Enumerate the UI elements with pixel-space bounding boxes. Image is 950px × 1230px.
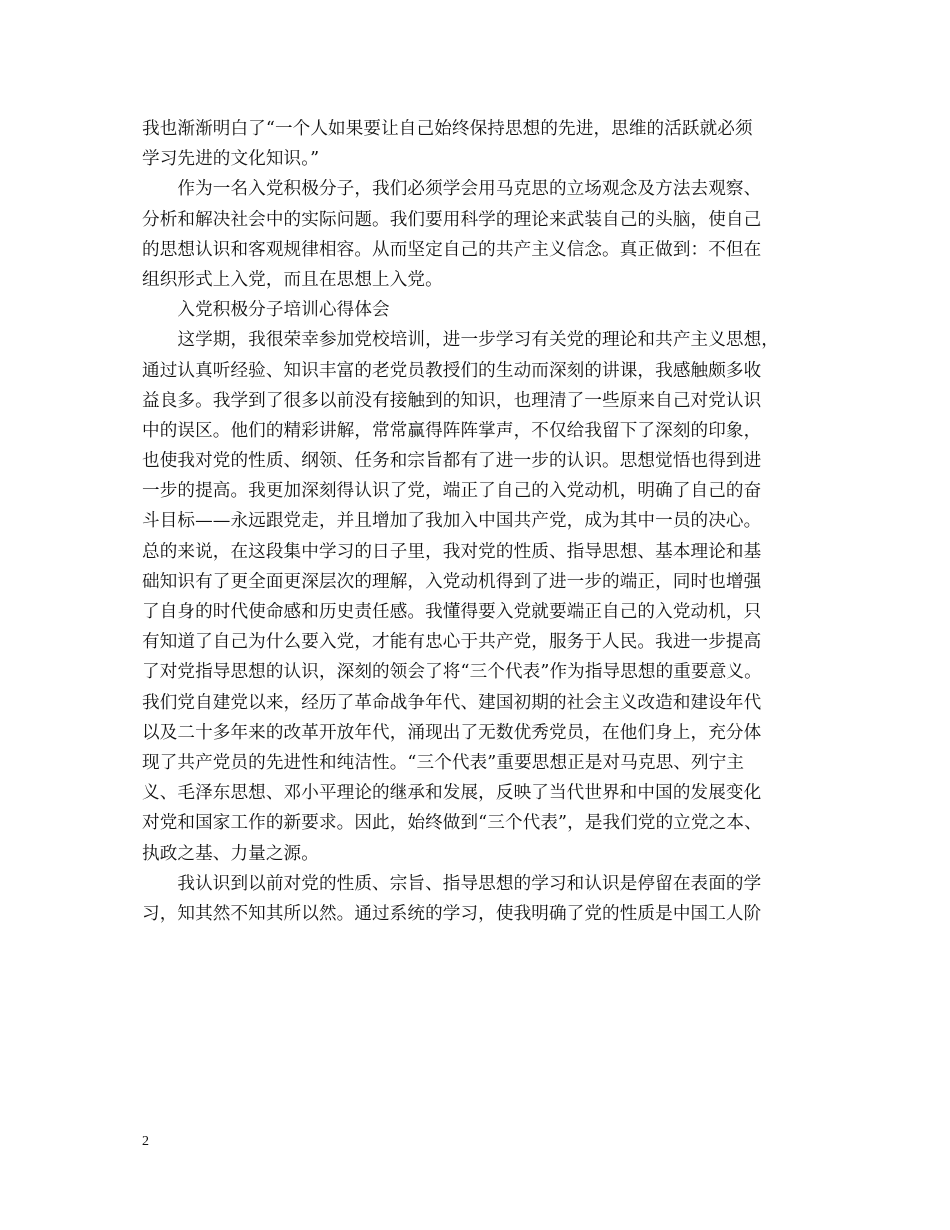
body-text xyxy=(142,114,822,929)
text-line: 入党积极分子培训心得体会 xyxy=(142,300,390,321)
text-line: 有知道了自己为什么要入党，才能有忠心于共产党，服务于人民。我进一步提高 xyxy=(142,632,762,653)
text-line: 益良多。我学到了很多以前没有接触到的知识，也理清了一些原来自己对党认识 xyxy=(142,390,762,411)
text-line: 中的误区。他们的精彩讲解，常常赢得阵阵掌声，不仅给我留下了深刻的印象， xyxy=(142,420,762,441)
text-line: 了自身的时代使命感和历史责任感。我懂得要入党就要端正自己的入党动机，只 xyxy=(142,602,762,622)
text-line: 通过认真听经验、知识丰富的老党员教授们的生动而深刻的讲课，我感触颇多收 xyxy=(142,360,762,381)
text-line: 总的来说，在这段集中学习的日子里，我对党的性质、指导思想、基本理论和基 xyxy=(142,541,762,562)
text-line: 础知识有了更全面更深层次的理解，入党动机得到了进一步的端正，同时也增强 xyxy=(142,571,762,592)
text-line: 组织形式上入党，而且在思想上入党。 xyxy=(142,269,443,290)
text-line: 斗目标——永远跟党走，并且增加了我加入中国共产党，成为其中一员的决心。 xyxy=(142,511,762,532)
text-line: 执政之基、力量之源。 xyxy=(142,843,319,864)
text-line: 对党和国家工作的新要求。因此，始终做到“三个代表”，是我们党的立党之本、 xyxy=(142,813,762,834)
text-line: 以及二十多年来的改革开放年代，涌现出了无数优秀党员，在他们身上，充分体 xyxy=(142,722,762,743)
text-line: 一步的提高。我更加深刻得认识了党，端正了自己的入党动机，明确了自己的奋 xyxy=(142,481,762,502)
text-line: 这学期，我很荣幸参加党校培训，进一步学习有关党的理论和共产主义思想， xyxy=(142,330,779,351)
text-line: 义、毛泽东思想、邓小平理论的继承和发展，反映了当代世界和中国的发展变化 xyxy=(142,783,762,804)
text-line: 我认识到以前对党的性质、宗旨、指导思想的学习和认识是停留在表面的学 xyxy=(142,873,762,894)
text-line: 学习先进的文化知识。” xyxy=(142,149,320,170)
text-line: 我也渐渐明白了“一个人如果要让自己始终保持思想的先进，思维的活跃就必须 xyxy=(142,119,753,139)
text-line: 作为一名入党积极分子，我们必须学会用马克思的立场观念及方法去观察、 xyxy=(142,179,762,200)
text-line: 了对党指导思想的认识，深刻的领会了将“三个代表”作为指导思想的重要意义。 xyxy=(142,662,762,683)
page-number: 2 xyxy=(142,1134,149,1149)
text-line: 分析和解决社会中的实际问题。我们要用科学的理论来武装自己的头脑，使自己 xyxy=(142,209,762,230)
text-line: 习，知其然不知其所以然。通过系统的学习，使我明确了党的性质是中国工人阶 xyxy=(142,903,762,924)
text-line: 我们党自建党以来，经历了革命战争年代、建国初期的社会主义改造和建设年代 xyxy=(142,692,762,713)
text-line: 也使我对党的性质、纲领、任务和宗旨都有了进一步的认识。思想觉悟也得到进 xyxy=(142,451,762,472)
text-line: 的思想认识和客观规律相容。从而坚定自己的共产主义信念。真正做到：不但在 xyxy=(142,239,762,260)
text-line: 现了共产党员的先进性和纯洁性。“三个代表”重要思想正是对马克思、列宁主 xyxy=(142,752,745,773)
